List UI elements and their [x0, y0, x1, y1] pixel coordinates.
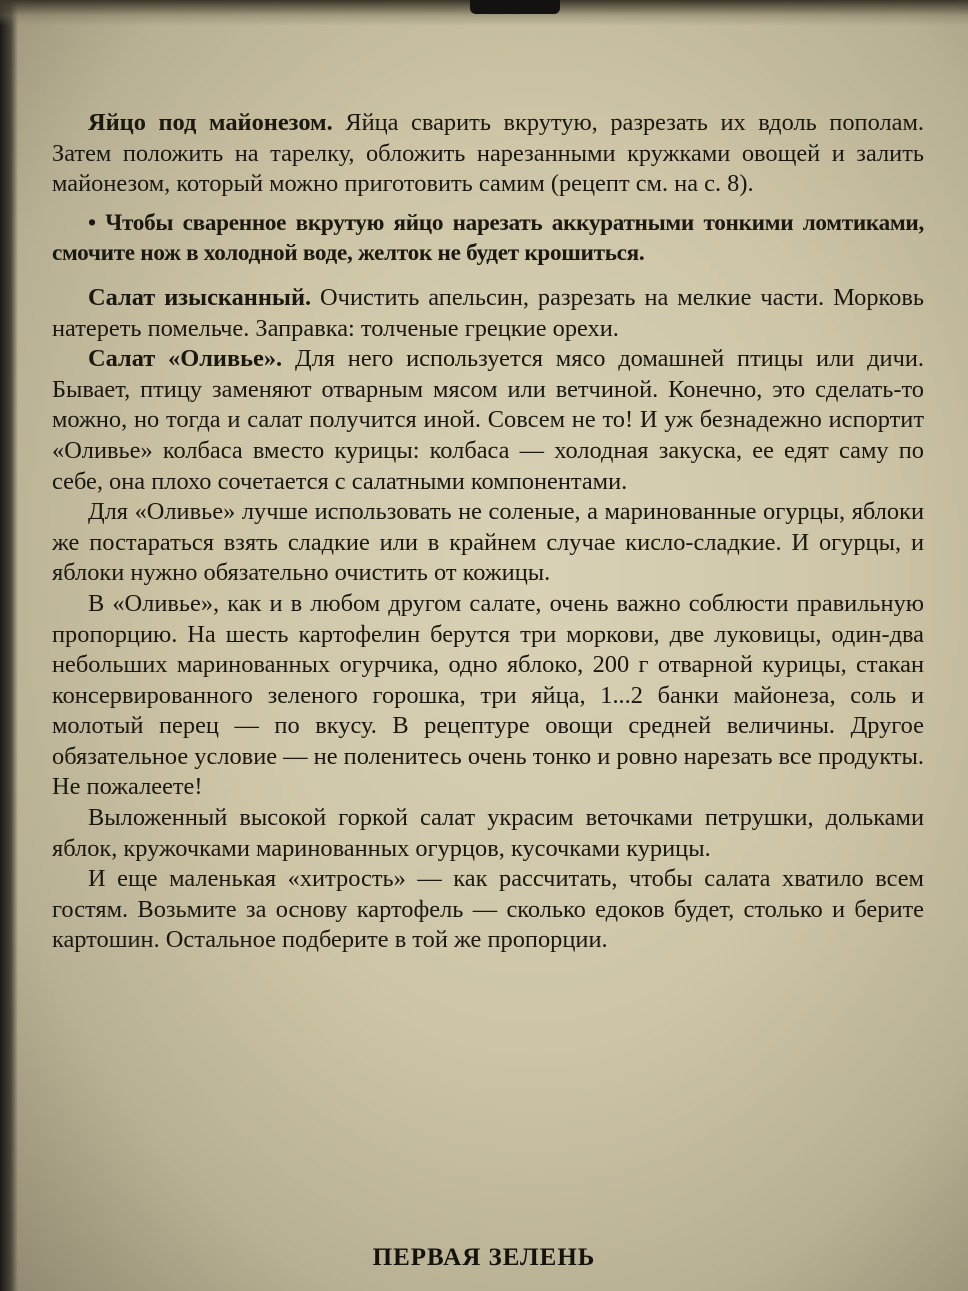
paragraph-olivier-proportion: В «Оливье», как и в любом другом салате, очень важно соблюсти правильную пропорцию. На шесть картофелин берутся три моркови, две луковицы, один-два небольших маринованных огурчика, одно яблоко, 200 г отварной курицы, стакан консервированного зеленого горошка, три яйца, 1...2 банки майонеза, соль и молотый перец — по вкусу. В рецептуре овощи средней величины. Другое обязательное условие — не поленитесь очень тонко и ровно нарезать все продукты. Не пожалеете!	[52, 589, 924, 801]
tip-paragraph: • Чтобы сваренное вкрутую яйцо нарезать аккуратными тонкими ломтиками, смочите нож в холодной воде, желток не будет крошиться.	[52, 209, 924, 267]
paragraph-olivier-decoration: Выложенный высокой горкой салат украсим веточками петрушки, дольками яблок, кружочками маринованных огурцов, кусочками курицы.	[52, 804, 924, 862]
recipe-title: Яйцо под майонезом.	[88, 109, 333, 136]
paragraph-olivier-intro	[52, 344, 924, 497]
recipe-body: Для него используется мясо домашней птицы или дичи. Бывает, птицу заменяют отварным мясом или ветчиной. Конечно, это сделать-то можно, но тогда и салат получится иной. Совсем не то! И уж безнадежно испортит «Оливье» колбаса вместо курицы: колбаса — холодная закуска, ее едят саму по себе, она плохо сочетается с салатными компонентами.	[52, 345, 924, 495]
recipe-title: Салат изысканный.	[88, 283, 312, 311]
page-top-notch	[470, 0, 560, 14]
paragraph-exquisite-salad	[52, 283, 924, 344]
recipe-body: Очистить апельсин, разрезать на мелкие части. Морковь натереть помельче. Заправка: толченые грецкие орехи.	[52, 283, 924, 342]
paragraph-egg-mayonnaise	[52, 108, 924, 200]
paragraph-olivier-trick: И еще маленькая «хитрость» — как рассчитать, чтобы салата хватило всем гостям. Возьмите за основу картофель — сколько едоков будет, столько и берите картошин. Остальное подберите в той же пропорции.	[52, 865, 924, 954]
recipe-title: Салат «Оливье».	[88, 345, 283, 373]
recipe-text	[52, 108, 924, 956]
page-edge-shadow	[0, 0, 18, 1291]
section-title: ПЕРВАЯ ЗЕЛЕНЬ	[372, 1244, 596, 1271]
recipe-body: Яйца сварить вкрутую, разрезать их вдоль пополам. Затем положить на тарелку, обложить нарезанными кружками овощей и залить майонезом, который можно приготовить самим (рецепт см. на с. 8).	[52, 109, 924, 198]
paragraph-olivier-pickles: Для «Оливье» лучше использовать не соленые, а маринованные огурцы, яблоки же постараться взять сладкие или в крайнем случае кисло-сладкие. И огурцы, и яблоки нужно обязательно очистить от кожицы.	[52, 498, 924, 587]
